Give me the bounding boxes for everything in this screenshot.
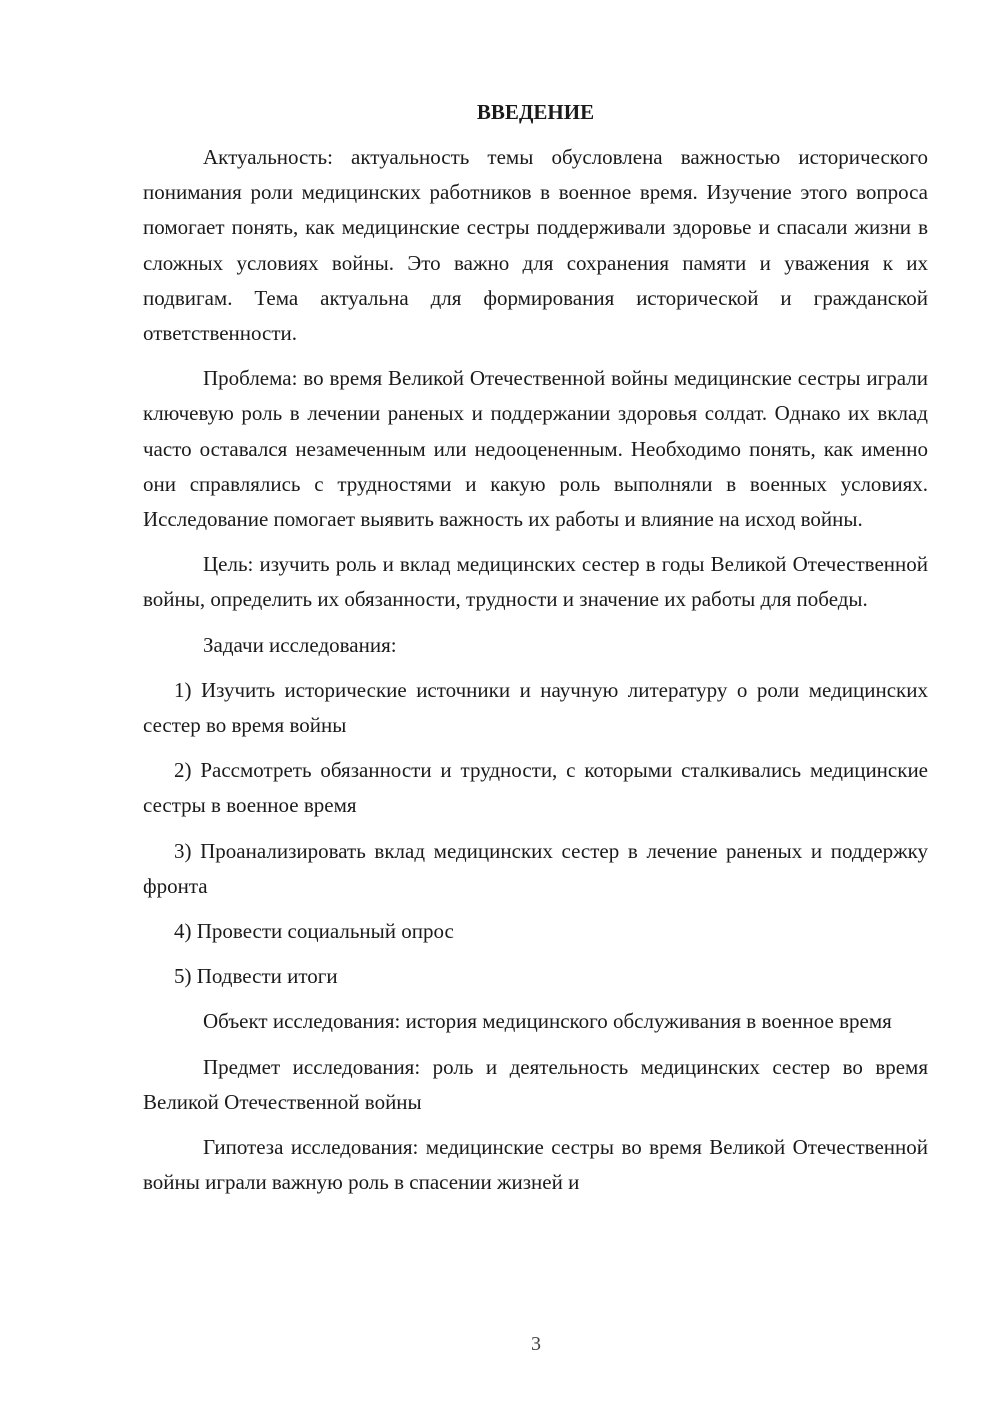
problem-paragraph: Проблема: во время Великой Отечественной войны медицинские сестры играли ключевую роль в лечении раненых и поддержании здоровья солдат. Однако их вклад часто оставался незамеченным или недооцененным. Необходимо понять, как именно они справлялись с трудностями и какую роль выполняли в военных условиях. Исследование помогает выявить важность их работы и влияние на исход войны. <box>143 366 928 532</box>
task-item-1: 1) Изучить исторические источники и научную литературу о роли медицинских сестер во время войны <box>143 677 928 738</box>
goal-paragraph: Цель: изучить роль и вклад медицинских сестер в годы Великой Отечественной войны, определить их обязанности, трудности и значение их работы для победы. <box>143 552 928 612</box>
page-number: 3 <box>531 1333 541 1355</box>
subject-paragraph: Предмет исследования: роль и деятельность медицинских сестер во время Великой Отечественной войны <box>143 1054 928 1114</box>
task-item-2: 2) Рассмотреть обязанности и трудности, с которыми сталкивались медицинские сестры в военное время <box>143 758 928 818</box>
section-heading: ВВЕДЕНИЕ <box>476 100 595 124</box>
page-content <box>143 95 928 1210</box>
hypothesis-paragraph: Гипотеза исследования: медицинские сестры во время Великой Отечественной войны играли важную роль в спасении жизней и <box>143 1135 928 1195</box>
task-item-3: 3) Проанализировать вклад медицинских сестер в лечение раненых и поддержку фронта <box>143 838 928 898</box>
task-item-5: 5) Подвести итоги <box>174 964 338 989</box>
relevance-paragraph: Актуальность: актуальность темы обусловлена важностью исторического понимания роли медицинских работников в военное время. Изучение этого вопроса помогает понять, как медицинские сестры поддерживали здоровье и спасали жизни в сложных условиях войны. Это важно для сохранения памяти и уважения к их подвигам. Тема актуальна для формирования исторической и гражданской ответственности. <box>143 145 928 346</box>
object-paragraph: Объект исследования: история медицинского обслуживания в военное время <box>203 1009 892 1034</box>
tasks-title: Задачи исследования: <box>203 632 397 657</box>
task-item-4: 4) Провести социальный опрос <box>174 919 454 944</box>
